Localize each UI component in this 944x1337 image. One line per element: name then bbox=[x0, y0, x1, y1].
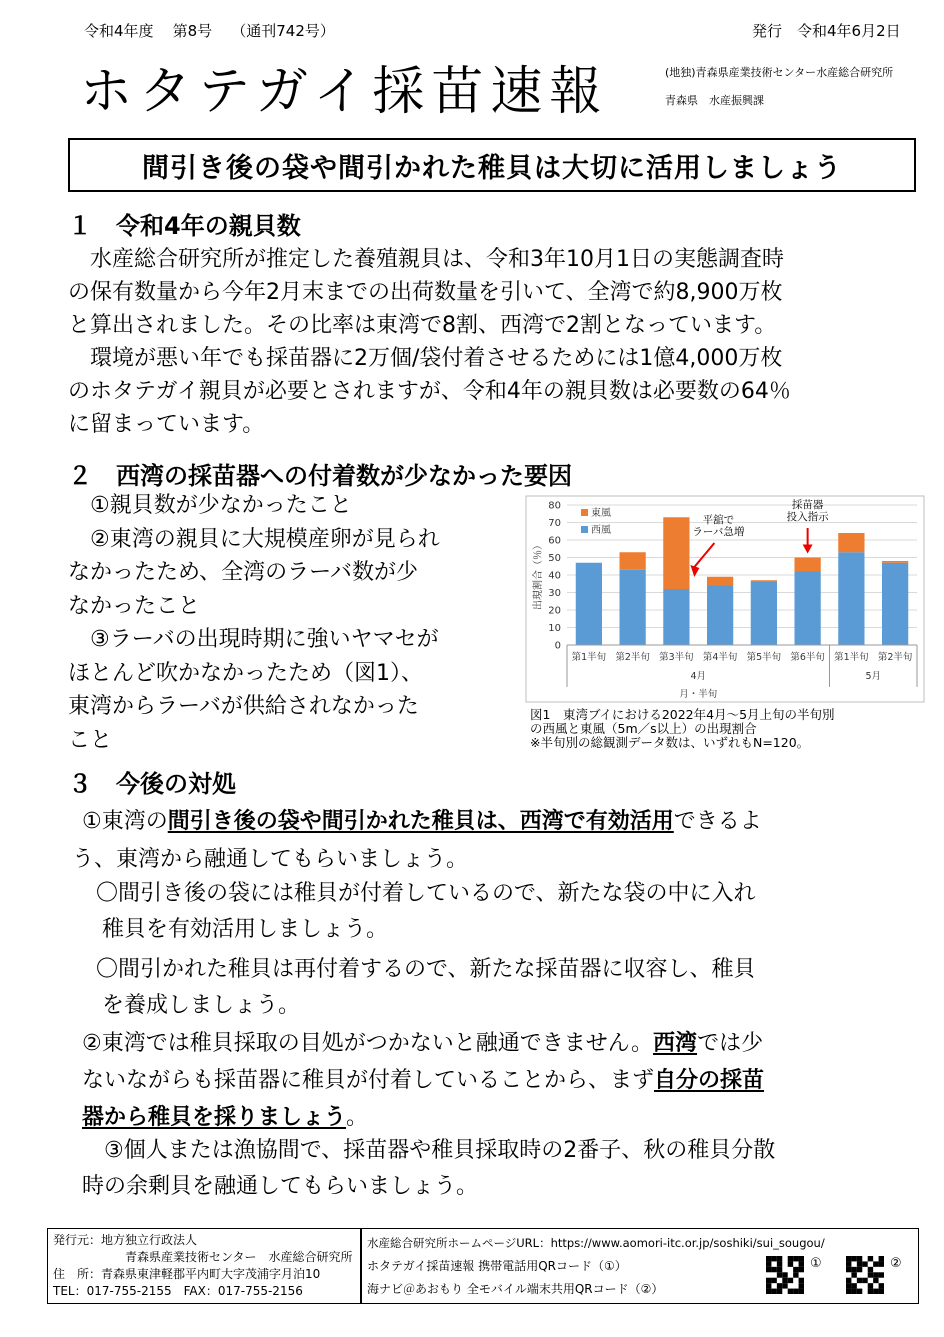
bar-west bbox=[882, 563, 908, 645]
y-tick-label: 40 bbox=[548, 570, 561, 582]
x-tick-label: 第4半旬 bbox=[702, 652, 738, 663]
chart-caption bbox=[530, 708, 930, 750]
qr-module bbox=[799, 1289, 804, 1294]
qr-module bbox=[766, 1289, 771, 1294]
qr-module bbox=[846, 1267, 851, 1272]
qr-module bbox=[788, 1278, 793, 1283]
y-axis-label: 出現割合（％） bbox=[533, 540, 544, 610]
item-1-line-2: う、東湾から融通してもらいましょう。 bbox=[72, 847, 469, 872]
qr-module bbox=[771, 1289, 776, 1294]
item-2-emphasis-3: 器から稚貝を採りましょう bbox=[82, 1105, 347, 1130]
qr-module bbox=[868, 1267, 873, 1272]
month-label: 5月 bbox=[865, 671, 882, 682]
qr-module bbox=[857, 1289, 862, 1294]
annotation-text: ラーバ急増 bbox=[692, 526, 745, 538]
qr-module bbox=[782, 1272, 787, 1277]
annotation-text: 平舘で bbox=[702, 514, 735, 526]
section-1-line: の保有数量から今年2月末までの出荷数量を引いて、全湾で約8,900万枚 bbox=[68, 280, 783, 305]
qr-code-2[interactable] bbox=[846, 1256, 884, 1294]
x-tick-label: 第5半旬 bbox=[746, 652, 782, 663]
item-2-emphasis-2: 自分の採苗 bbox=[654, 1068, 765, 1093]
legend-label: 西風 bbox=[591, 525, 611, 536]
item-1-pre: ①東湾の bbox=[82, 809, 168, 834]
qr-2-label: 海ナビ＠あおもり 全モバイル端末共用QRコード（②） bbox=[367, 1282, 664, 1296]
section-3-item-3 bbox=[82, 1133, 922, 1205]
section-1-line: 環境が悪い年でも採苗器に2万個/袋付着させるためには1億4,000万枚 bbox=[68, 346, 783, 371]
section-2-line: ③ラーバの出現時期に強いヤマセが bbox=[68, 627, 439, 652]
chart-caption-line: の西風と東風（5m／s以上）の出現割合 bbox=[530, 721, 757, 736]
bar-east bbox=[707, 577, 733, 586]
section-3-item-1 bbox=[72, 803, 922, 879]
item-2-post: では少 bbox=[697, 1031, 764, 1056]
qr-module bbox=[851, 1272, 856, 1277]
item-2-line-3-post: 。 bbox=[346, 1105, 369, 1130]
qr-module bbox=[873, 1272, 878, 1277]
qr-module bbox=[857, 1256, 862, 1261]
bar-east bbox=[882, 561, 908, 563]
publish-date: 発行 令和4年6月2日 bbox=[752, 22, 901, 40]
y-tick-label: 60 bbox=[548, 535, 561, 547]
item-2-pre: ②東湾では稚貝採取の目処がつかないと融通できません。 bbox=[82, 1031, 654, 1056]
sub-1-line: 稚貝を有効活用しましょう。 bbox=[102, 917, 389, 942]
qr-module bbox=[782, 1278, 787, 1283]
y-tick-label: 50 bbox=[548, 553, 561, 564]
qr-module bbox=[799, 1267, 804, 1272]
qr-module bbox=[879, 1283, 884, 1288]
section-2-line: なかったこと bbox=[68, 593, 201, 619]
section-3-heading: ３ 今後の対処 bbox=[68, 770, 236, 798]
bar-west bbox=[751, 582, 777, 645]
qr-module bbox=[788, 1289, 793, 1294]
qr-module bbox=[777, 1283, 782, 1288]
footer-line: 発行元：地方独立行政法人 bbox=[53, 1233, 198, 1247]
org-name-2: 青森県 水産振興課 bbox=[665, 94, 764, 107]
qr-module bbox=[766, 1256, 771, 1261]
qr-module bbox=[846, 1261, 851, 1266]
item-1-post: できるよ bbox=[673, 809, 762, 834]
y-tick-label: 70 bbox=[548, 518, 561, 529]
item-2-line-2: ないながらも採苗器に稚貝が付着していることから、まず bbox=[82, 1068, 655, 1093]
qr-module bbox=[777, 1261, 782, 1266]
chart-caption-line: 図1 東湾ブイにおける2022年4月～5月上旬の半旬別 bbox=[530, 707, 835, 722]
qr-module bbox=[879, 1289, 884, 1294]
qr-module bbox=[788, 1261, 793, 1266]
page-title: ホタテガイ採苗速報 bbox=[80, 62, 609, 122]
section-2-line: ①親貝数が少なかったこと bbox=[68, 493, 352, 518]
qr-module bbox=[777, 1256, 782, 1261]
issue-total: （通刊742号） bbox=[231, 22, 335, 40]
section-1-line: に留まっています。 bbox=[68, 412, 265, 437]
qr-module bbox=[873, 1261, 878, 1266]
item-2-emphasis-1: 西湾 bbox=[653, 1031, 698, 1056]
month-label: 4月 bbox=[690, 671, 707, 682]
qr-module bbox=[846, 1289, 851, 1294]
sub-1-line: 〇間引き後の袋には稚貝が付着しているので、新たな袋の中に入れ bbox=[96, 881, 756, 906]
section-2-body bbox=[68, 489, 523, 757]
qr-module bbox=[851, 1256, 856, 1261]
x-tick-label: 第1半旬 bbox=[834, 652, 869, 663]
qr-module bbox=[846, 1283, 851, 1288]
section-2-line: 東湾からラーバが供給されなかった bbox=[68, 694, 419, 719]
qr-module bbox=[857, 1267, 862, 1272]
chart-caption-line: ※半旬別の総観測データ数は、いずれもN=120。 bbox=[530, 735, 810, 750]
qr-module bbox=[879, 1256, 884, 1261]
bar-east bbox=[663, 517, 689, 589]
x-tick-label: 第1半旬 bbox=[571, 652, 607, 663]
y-tick-label: 30 bbox=[548, 588, 561, 599]
x-tick-label: 第2半旬 bbox=[877, 652, 913, 663]
qr-module bbox=[851, 1283, 856, 1288]
legend-swatch bbox=[581, 526, 588, 533]
qr-module bbox=[799, 1256, 804, 1261]
x-tick-label: 第2半旬 bbox=[615, 652, 650, 663]
section-1-line: のホタテガイ親貝が必要とされますが、令和4年の親貝数は必要数の64％ bbox=[68, 379, 791, 404]
footer-links bbox=[361, 1228, 919, 1304]
y-tick-label: 0 bbox=[554, 640, 561, 652]
qr-code-1[interactable] bbox=[766, 1256, 804, 1294]
qr-module bbox=[868, 1272, 873, 1277]
qr-module bbox=[782, 1283, 787, 1288]
footer-line: TEL：017-755-2155 FAX：017-755-2156 bbox=[53, 1284, 303, 1298]
qr-module bbox=[851, 1267, 856, 1272]
issue-number: 第8号 bbox=[172, 22, 213, 40]
y-tick-label: 10 bbox=[548, 623, 561, 634]
headline-box bbox=[68, 138, 916, 192]
qr-module bbox=[766, 1267, 771, 1272]
y-tick-label: 80 bbox=[548, 500, 561, 512]
qr-module bbox=[766, 1278, 771, 1283]
qr-module bbox=[793, 1267, 798, 1272]
qr-module bbox=[879, 1261, 884, 1266]
legend-swatch bbox=[581, 509, 588, 516]
qr-module bbox=[793, 1289, 798, 1294]
annotation-text: 投入指示 bbox=[786, 511, 829, 523]
bar-west bbox=[707, 586, 733, 646]
qr-module bbox=[771, 1256, 776, 1261]
qr-module bbox=[766, 1283, 771, 1288]
qr-module bbox=[868, 1283, 873, 1288]
qr-module bbox=[873, 1278, 878, 1283]
footer-line: 住 所：青森県東津軽郡平内町大字茂浦字月泊10 bbox=[53, 1267, 321, 1281]
homepage-url[interactable]: 水産総合研究所ホームページURL：https://www.aomori-itc.or.jp/soshiki/sui_sougou/ bbox=[367, 1236, 825, 1250]
issue-year: 令和4年度 bbox=[84, 22, 154, 40]
section-2-line: なかったため、全湾のラーバ数が少 bbox=[68, 560, 419, 585]
qr-module bbox=[777, 1289, 782, 1294]
qr-module bbox=[799, 1278, 804, 1283]
qr-module bbox=[846, 1278, 851, 1283]
section-3-sub-1 bbox=[96, 876, 926, 948]
sub-2-line: を養成しましょう。 bbox=[102, 993, 301, 1018]
bar-west bbox=[663, 589, 689, 645]
section-2-line: ②東湾の親貝に大規模産卵が見られ bbox=[68, 526, 440, 552]
bar-east bbox=[838, 533, 864, 552]
item-3-line: 時の余剰貝を融通してもらいましょう。 bbox=[82, 1174, 479, 1199]
qr-module bbox=[777, 1272, 782, 1277]
section-2-heading: ２ 西湾の採苗器への付着数が少なかった要因 bbox=[68, 462, 572, 490]
annotation-text: 採苗器 bbox=[791, 499, 824, 511]
qr-module bbox=[799, 1261, 804, 1266]
sub-2-line: 〇間引かれた稚貝は再付着するので、新たな採苗器に収容し、稚貝 bbox=[96, 957, 756, 982]
footer-line: 青森県産業技術センター 水産総合研究所 bbox=[53, 1250, 353, 1264]
section-1-heading: １ 令和4年の親貝数 bbox=[68, 212, 301, 240]
qr-module bbox=[777, 1267, 782, 1272]
bar-west bbox=[838, 552, 864, 645]
x-tick-label: 第6半旬 bbox=[790, 652, 825, 663]
section-1-line: と算出されました。その比率は東湾で8割、西湾で2割となっています。 bbox=[68, 313, 777, 338]
bar-west bbox=[795, 572, 821, 646]
qr-1-label: ホタテガイ採苗速報 携帯電話用QRコード（①） bbox=[367, 1259, 627, 1273]
section-2-line: ほとんど吹かなかったため（図1）、 bbox=[68, 660, 423, 686]
item-3-line: ③個人または漁協間で、採苗器や稚貝採取時の2番子、秋の稚貝分散 bbox=[82, 1138, 776, 1163]
issue-info bbox=[84, 20, 335, 41]
qr-module bbox=[793, 1272, 798, 1277]
footer-publisher bbox=[47, 1228, 361, 1304]
section-1-line: 水産総合研究所が推定した養殖親貝は、令和3年10月1日の実態調査時 bbox=[68, 247, 784, 272]
qr-module bbox=[766, 1261, 771, 1266]
qr-module bbox=[857, 1261, 862, 1266]
qr-module bbox=[879, 1272, 884, 1277]
qr-module bbox=[851, 1289, 856, 1294]
bar-west bbox=[576, 563, 602, 645]
qr-2-mark: ② bbox=[890, 1256, 902, 1271]
qr-module bbox=[857, 1278, 862, 1283]
section-1-body bbox=[68, 243, 928, 441]
x-tick-label: 第3半旬 bbox=[659, 652, 694, 663]
section-2-line: こと bbox=[68, 727, 113, 753]
qr-module bbox=[771, 1267, 776, 1272]
wind-chart bbox=[525, 495, 925, 703]
item-1-emphasis: 間引き後の袋や間引かれた稚貝は、西湾で有効活用 bbox=[167, 809, 674, 834]
headline: 間引き後の袋や間引かれた稚貝は大切に活用しましょう bbox=[142, 152, 842, 184]
qr-module bbox=[793, 1256, 798, 1261]
x-axis-label: 月・半旬 bbox=[679, 689, 718, 700]
qr-module bbox=[799, 1283, 804, 1288]
section-3-sub-2 bbox=[96, 952, 926, 1024]
org-name-1: (地独)青森県産業技術センター水産総合研究所 bbox=[665, 66, 894, 79]
section-3-item-2 bbox=[82, 1025, 922, 1136]
qr-module bbox=[868, 1256, 873, 1261]
qr-1-mark: ① bbox=[810, 1256, 822, 1271]
qr-module bbox=[862, 1261, 867, 1266]
bar-west bbox=[620, 570, 646, 645]
qr-module bbox=[868, 1289, 873, 1294]
bar-east bbox=[620, 552, 646, 570]
qr-module bbox=[873, 1289, 878, 1294]
qr-module bbox=[846, 1256, 851, 1261]
qr-module bbox=[788, 1256, 793, 1261]
qr-module bbox=[771, 1278, 776, 1283]
legend-label: 東風 bbox=[591, 508, 611, 519]
bar-east bbox=[795, 558, 821, 572]
qr-module bbox=[862, 1278, 867, 1283]
y-tick-label: 20 bbox=[548, 605, 561, 617]
bar-east bbox=[751, 580, 777, 582]
